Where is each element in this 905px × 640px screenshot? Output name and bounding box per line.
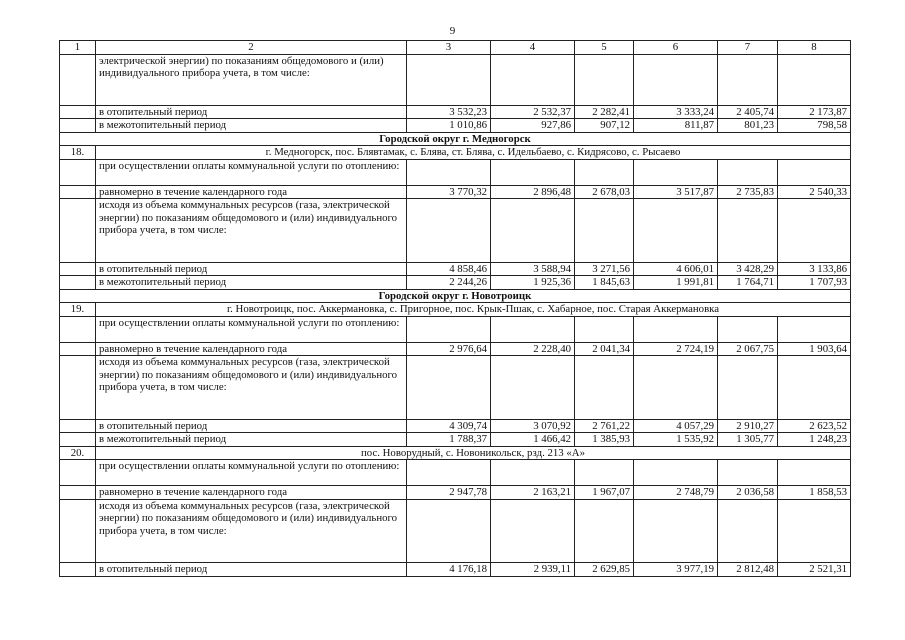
empty-cell bbox=[718, 499, 778, 563]
value-cell: 2 540,33 bbox=[778, 185, 851, 199]
description-row bbox=[60, 356, 851, 420]
value-cell: 2 724,19 bbox=[634, 342, 718, 356]
empty-cell bbox=[778, 54, 851, 105]
value-cell: 1 385,93 bbox=[575, 433, 634, 447]
empty-cell bbox=[60, 342, 96, 356]
row-description: исходя из объема коммунальных ресурсов (газа, электрической энергии) по показаниям общедомового и (или) индивидуального прибора учета, в том числе: bbox=[96, 199, 407, 263]
empty-cell bbox=[575, 54, 634, 105]
value-cell: 801,23 bbox=[718, 119, 778, 133]
value-cell: 1 858,53 bbox=[778, 486, 851, 500]
table-row bbox=[60, 185, 851, 199]
table-row bbox=[60, 419, 851, 433]
row-label: в межотопительный период bbox=[96, 433, 407, 447]
value-cell: 2 629,85 bbox=[575, 563, 634, 577]
column-header: 5 bbox=[575, 41, 634, 55]
empty-cell bbox=[575, 316, 634, 342]
row-index: 20. bbox=[60, 446, 96, 460]
empty-cell bbox=[60, 419, 96, 433]
empty-cell bbox=[60, 262, 96, 276]
value-cell: 1 707,93 bbox=[778, 276, 851, 290]
empty-cell bbox=[60, 185, 96, 199]
row-description: при осуществлении оплаты коммунальной услуги по отоплению: bbox=[96, 460, 407, 486]
empty-cell bbox=[575, 159, 634, 185]
description-row bbox=[60, 199, 851, 263]
row-description: исходя из объема коммунальных ресурсов (газа, электрической энергии) по показаниям общедомового и (или) индивидуального прибора учета, в том числе: bbox=[96, 499, 407, 563]
row-label: в отопительный период bbox=[96, 563, 407, 577]
section-title: Городской округ г. Медногорск bbox=[60, 132, 851, 146]
empty-cell bbox=[718, 159, 778, 185]
empty-cell bbox=[778, 199, 851, 263]
value-cell: 2 910,27 bbox=[718, 419, 778, 433]
location-name: г. Новотроицк, пос. Аккермановка, с. Пригорное, пос. Крык-Пшак, с. Хабарное, пос. Старая Аккермановка bbox=[96, 303, 851, 317]
empty-cell bbox=[60, 499, 96, 563]
empty-cell bbox=[60, 563, 96, 577]
value-cell: 3 133,86 bbox=[778, 262, 851, 276]
value-cell: 2 532,37 bbox=[491, 105, 575, 119]
description-row bbox=[60, 316, 851, 342]
empty-cell bbox=[634, 54, 718, 105]
empty-cell bbox=[60, 316, 96, 342]
location-name: г. Медногорск, пос. Блявтамак, с. Блява, ст. Блява, с. Идельбаево, с. Кидрясово, с. Рысаево bbox=[96, 146, 851, 160]
row-description: при осуществлении оплаты коммунальной услуги по отоплению: bbox=[96, 316, 407, 342]
value-cell: 4 858,46 bbox=[407, 262, 491, 276]
value-cell: 811,87 bbox=[634, 119, 718, 133]
value-cell: 798,58 bbox=[778, 119, 851, 133]
value-cell: 1 788,37 bbox=[407, 433, 491, 447]
column-header: 4 bbox=[491, 41, 575, 55]
empty-cell bbox=[634, 159, 718, 185]
tariff-table bbox=[59, 40, 851, 577]
location-row bbox=[60, 146, 851, 160]
value-cell: 2 521,31 bbox=[778, 563, 851, 577]
empty-cell bbox=[575, 460, 634, 486]
empty-cell bbox=[778, 316, 851, 342]
empty-cell bbox=[778, 356, 851, 420]
table-row bbox=[60, 433, 851, 447]
value-cell: 1 010,86 bbox=[407, 119, 491, 133]
section-row bbox=[60, 289, 851, 303]
empty-cell bbox=[407, 499, 491, 563]
empty-cell bbox=[634, 499, 718, 563]
value-cell: 3 770,32 bbox=[407, 185, 491, 199]
empty-cell bbox=[407, 356, 491, 420]
row-label: равномерно в течение календарного года bbox=[96, 486, 407, 500]
description-row bbox=[60, 499, 851, 563]
value-cell: 1 535,92 bbox=[634, 433, 718, 447]
value-cell: 3 977,19 bbox=[634, 563, 718, 577]
value-cell: 1 925,36 bbox=[491, 276, 575, 290]
section-title: Городской округ г. Новотроицк bbox=[60, 289, 851, 303]
empty-cell bbox=[718, 460, 778, 486]
empty-cell bbox=[491, 54, 575, 105]
value-cell: 4 606,01 bbox=[634, 262, 718, 276]
location-row bbox=[60, 446, 851, 460]
value-cell: 1 764,71 bbox=[718, 276, 778, 290]
value-cell: 1 845,63 bbox=[575, 276, 634, 290]
empty-cell bbox=[634, 199, 718, 263]
row-label: равномерно в течение календарного года bbox=[96, 185, 407, 199]
empty-cell bbox=[491, 199, 575, 263]
value-cell: 2 812,48 bbox=[718, 563, 778, 577]
empty-cell bbox=[60, 105, 96, 119]
value-cell: 3 428,29 bbox=[718, 262, 778, 276]
value-cell: 1 466,42 bbox=[491, 433, 575, 447]
column-header: 2 bbox=[96, 41, 407, 55]
value-cell: 3 517,87 bbox=[634, 185, 718, 199]
empty-cell bbox=[491, 499, 575, 563]
value-cell: 2 228,40 bbox=[491, 342, 575, 356]
empty-cell bbox=[407, 316, 491, 342]
location-name: пос. Новорудный, с. Новоникольск, рзд. 213 «А» bbox=[96, 446, 851, 460]
value-cell: 4 309,74 bbox=[407, 419, 491, 433]
column-header: 3 bbox=[407, 41, 491, 55]
empty-cell bbox=[778, 159, 851, 185]
value-cell: 2 036,58 bbox=[718, 486, 778, 500]
empty-cell bbox=[718, 54, 778, 105]
empty-cell bbox=[575, 356, 634, 420]
value-cell: 2 163,21 bbox=[491, 486, 575, 500]
value-cell: 1 305,77 bbox=[718, 433, 778, 447]
value-cell: 3 271,56 bbox=[575, 262, 634, 276]
location-row bbox=[60, 303, 851, 317]
empty-cell bbox=[634, 356, 718, 420]
value-cell: 2 761,22 bbox=[575, 419, 634, 433]
value-cell: 2 405,74 bbox=[718, 105, 778, 119]
empty-cell bbox=[407, 159, 491, 185]
empty-cell bbox=[491, 356, 575, 420]
column-header: 1 bbox=[60, 41, 96, 55]
value-cell: 907,12 bbox=[575, 119, 634, 133]
table-row bbox=[60, 486, 851, 500]
value-cell: 2 041,34 bbox=[575, 342, 634, 356]
table-row bbox=[60, 262, 851, 276]
value-cell: 3 070,92 bbox=[491, 419, 575, 433]
value-cell: 2 896,48 bbox=[491, 185, 575, 199]
empty-cell bbox=[60, 159, 96, 185]
empty-cell bbox=[407, 460, 491, 486]
value-cell: 2 173,87 bbox=[778, 105, 851, 119]
column-header: 7 bbox=[718, 41, 778, 55]
value-cell: 1 967,07 bbox=[575, 486, 634, 500]
value-cell: 3 588,94 bbox=[491, 262, 575, 276]
value-cell: 3 333,24 bbox=[634, 105, 718, 119]
table-row bbox=[60, 276, 851, 290]
value-cell: 1 991,81 bbox=[634, 276, 718, 290]
empty-cell bbox=[634, 316, 718, 342]
section-row bbox=[60, 132, 851, 146]
value-cell: 1 248,23 bbox=[778, 433, 851, 447]
description-row bbox=[60, 54, 851, 105]
empty-cell bbox=[778, 460, 851, 486]
row-label: в отопительный период bbox=[96, 105, 407, 119]
row-description: при осуществлении оплаты коммунальной услуги по отоплению: bbox=[96, 159, 407, 185]
row-label: в межотопительный период bbox=[96, 119, 407, 133]
empty-cell bbox=[575, 199, 634, 263]
empty-cell bbox=[491, 316, 575, 342]
value-cell: 2 735,83 bbox=[718, 185, 778, 199]
value-cell: 3 532,23 bbox=[407, 105, 491, 119]
table-row bbox=[60, 342, 851, 356]
table-row bbox=[60, 563, 851, 577]
value-cell: 2 939,11 bbox=[491, 563, 575, 577]
value-cell: 2 748,79 bbox=[634, 486, 718, 500]
empty-cell bbox=[60, 460, 96, 486]
value-cell: 2 282,41 bbox=[575, 105, 634, 119]
empty-cell bbox=[407, 199, 491, 263]
empty-cell bbox=[60, 119, 96, 133]
column-header: 6 bbox=[634, 41, 718, 55]
table-body bbox=[60, 41, 851, 577]
row-description: исходя из объема коммунальных ресурсов (газа, электрической энергии) по показаниям общедомового и (или) индивидуального прибора учета, в том числе: bbox=[96, 356, 407, 420]
row-label: равномерно в течение календарного года bbox=[96, 342, 407, 356]
empty-cell bbox=[718, 356, 778, 420]
table-row bbox=[60, 105, 851, 119]
table-row bbox=[60, 119, 851, 133]
row-label: в отопительный период bbox=[96, 419, 407, 433]
value-cell: 2 067,75 bbox=[718, 342, 778, 356]
value-cell: 4 176,18 bbox=[407, 563, 491, 577]
empty-cell bbox=[634, 460, 718, 486]
value-cell: 2 244,26 bbox=[407, 276, 491, 290]
column-header: 8 bbox=[778, 41, 851, 55]
value-cell: 2 623,52 bbox=[778, 419, 851, 433]
empty-cell bbox=[60, 356, 96, 420]
value-cell: 4 057,29 bbox=[634, 419, 718, 433]
empty-cell bbox=[491, 159, 575, 185]
row-label: в отопительный период bbox=[96, 262, 407, 276]
value-cell: 927,86 bbox=[491, 119, 575, 133]
row-description: электрической энергии) по показаниям общедомового и (или) индивидуального прибора учета, в том числе: bbox=[96, 54, 407, 105]
empty-cell bbox=[778, 499, 851, 563]
description-row bbox=[60, 460, 851, 486]
description-row bbox=[60, 159, 851, 185]
empty-cell bbox=[718, 316, 778, 342]
value-cell: 2 947,78 bbox=[407, 486, 491, 500]
empty-cell bbox=[60, 54, 96, 105]
empty-cell bbox=[60, 199, 96, 263]
empty-cell bbox=[407, 54, 491, 105]
value-cell: 2 678,03 bbox=[575, 185, 634, 199]
row-index: 19. bbox=[60, 303, 96, 317]
header-row bbox=[60, 41, 851, 55]
empty-cell bbox=[575, 499, 634, 563]
empty-cell bbox=[60, 433, 96, 447]
row-label: в межотопительный период bbox=[96, 276, 407, 290]
empty-cell bbox=[60, 486, 96, 500]
value-cell: 1 903,64 bbox=[778, 342, 851, 356]
empty-cell bbox=[60, 276, 96, 290]
page-number: 9 bbox=[449, 25, 456, 37]
row-index: 18. bbox=[60, 146, 96, 160]
empty-cell bbox=[718, 199, 778, 263]
value-cell: 2 976,64 bbox=[407, 342, 491, 356]
empty-cell bbox=[491, 460, 575, 486]
